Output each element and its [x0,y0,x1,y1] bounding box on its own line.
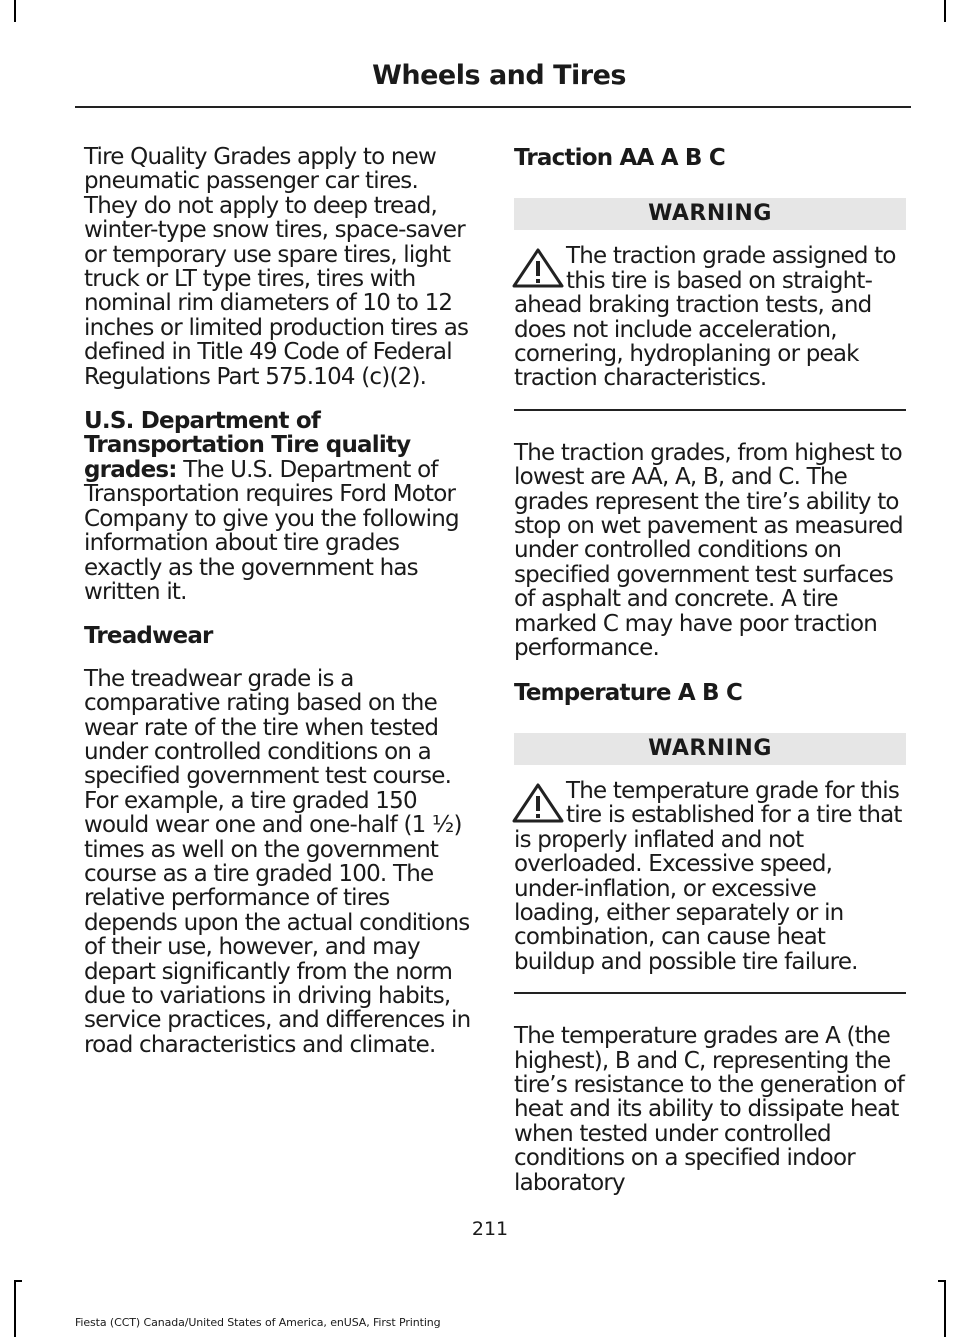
crop-mark-top-left [14,0,16,22]
traction-paragraph: The traction grades, from highest to lowest are AA, A, B, and C. The grades represent the tire’s ability to stop on wet pavement as measured under controlled conditions on specified government test surfaces of asphalt and concrete. A tire marked C may have poor traction performance. [514,439,903,662]
page-number: 211 [471,1218,509,1240]
warning-divider-temperature [514,992,906,994]
right-column [514,146,906,1215]
warning-triangle-icon [510,246,566,290]
temperature-paragraph: The temperature grades are A (the highest), B and C, representing the tire’s resistance to the generation of heat and its ability to dissipate heat when tested under controlled conditions on a specified indoor laboratory [514,1023,904,1196]
intro-paragraph: Tire Quality Grades apply to new pneumatic passenger car tires. They do not apply to deep tread, winter-type snow tires, space-saver or temporary use spare tires, light truck or LT type tires, tires with nominal rim diameters of 10 to 12 inches or limited production tires as defined in Title 49 Code of Federal Regulations Part 575.104 (c)(2). [84,144,469,390]
warning-label-traction: WARNING [514,198,906,230]
crop-mark-bottom-right [944,1280,946,1337]
crop-mark-top-right [944,0,946,22]
warning-triangle-icon [510,781,566,825]
crop-mark-bottom-right-corner [938,1280,946,1282]
warning-block-temperature [514,779,906,974]
crop-mark-bottom-left [14,1280,16,1337]
warning-text-temperature: The temperature grade for this tire is established for a tire that is properly inflated and not overloaded. Excessive speed, under-inflation, or excessive loading, either separately or in combination, can cause heat buildup and possible tire failure. [514,777,902,975]
warning-divider-traction [514,409,906,411]
traction-heading: Traction AA A B C [514,145,725,171]
left-column [84,145,476,1077]
crop-mark-bottom-left-corner [14,1280,22,1282]
warning-block-traction [514,244,906,390]
dot-paragraph [84,409,476,604]
warning-label-temperature: WARNING [514,733,906,765]
treadwear-heading: Treadwear [84,623,213,650]
header-divider [75,106,911,108]
page-title: Wheels and Tires [372,60,626,91]
warning-text-traction: The traction grade assigned to this tire is based on straight-ahead braking traction tests, and does not include acceleration, cornering, hydroplaning or peak traction characteristics. [514,243,896,392]
dot-text: The U.S. Department of Transportation requires Ford Motor Company to give you the following information about tire grades exactly as the government has written it. [84,456,459,605]
temperature-heading: Temperature A B C [514,679,743,706]
treadwear-paragraph: The treadwear grade is a comparative rating based on the wear rate of the tire when tested under controlled conditions on a specified government test course. For example, a tire graded 150 would wear one and one-half (1 ½) times as well on the government course as a tire graded 100. The relative performance of tires depends upon the actual conditions of their use, however, and may depart significantly from the norm due to variations in driving habits, service practices, and differences in road characteristics and climate. [84,665,471,1058]
dot-lead: U.S. Department of Transportation Tire quality grades: [84,408,411,483]
footer-text: Fiesta (CCT) Canada/United States of America, enUSA, First Printing [75,1316,441,1329]
